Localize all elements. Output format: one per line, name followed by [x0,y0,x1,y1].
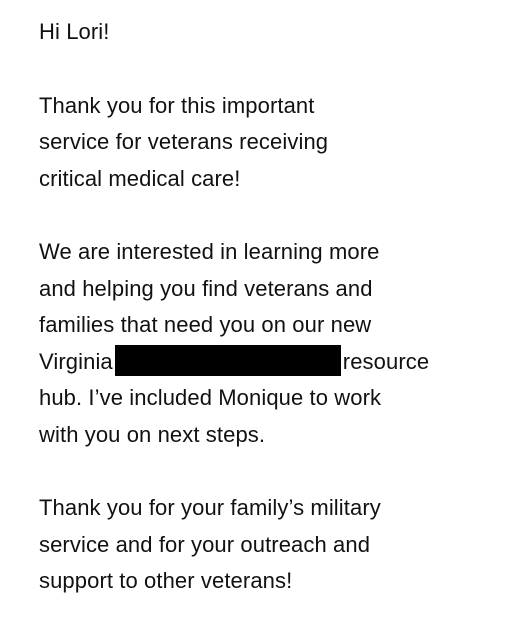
greeting [39,14,479,51]
redacted-line [39,344,479,381]
paragraph-line: with you on next steps. [39,421,266,447]
paragraph-gap [39,453,479,490]
redacted-line-start: Virginia [39,348,113,374]
paragraph-thanks [39,88,479,198]
paragraph-line: Thank you for this important [39,92,315,118]
paragraph-closing [39,490,479,600]
paragraph-line: critical medical care! [39,165,241,191]
paragraph-line: We are interested in learning more [39,239,380,264]
paragraph-line: service for veterans receiving [39,129,329,154]
paragraph-interest [39,234,479,453]
redacted-line-end: resource [342,348,430,374]
paragraph-gap [39,197,479,234]
paragraph-line: support to other veterans! [39,568,293,593]
greeting-text: Hi Lori! [39,19,110,44]
paragraph-line: families that need you on our new [39,312,372,337]
paragraph-gap [39,51,479,88]
paragraph-line: service and for your outreach and [39,531,371,557]
paragraph-line: and helping you find veterans and [39,275,373,301]
redaction-bar [115,345,341,376]
paragraph-line: hub. I’ve included Monique to work [39,385,382,410]
paragraph-line: Thank you for your family’s military [39,495,381,520]
message-body [39,14,479,600]
